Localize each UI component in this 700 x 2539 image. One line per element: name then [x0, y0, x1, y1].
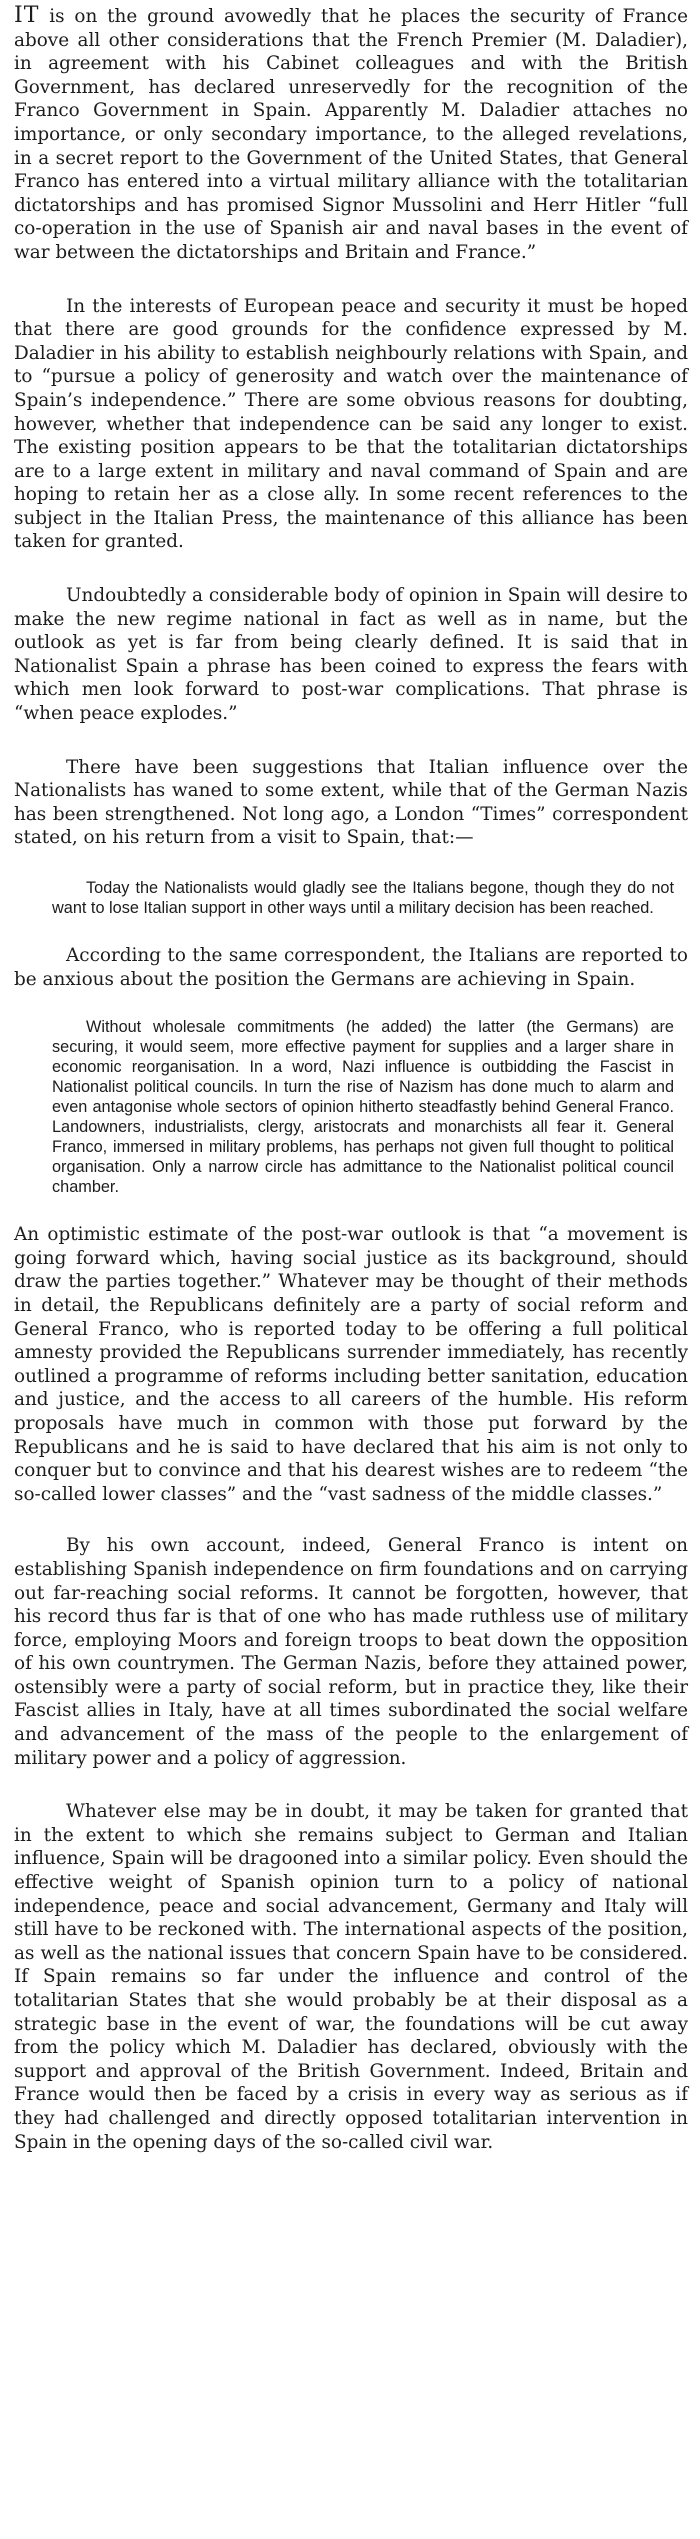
paragraph-1-text: is on the ground avowedly that he places the security of France above all other considerations that the French Premier (M. Daladier), in agreement with his Cabinet colleagues and with the British Government, has declared unreservedly for the recognition of the Franco Government in Spain. Apparently M. Daladier attaches no importance, or only secondary importance, to the alleged revelations, in a secret report to the Government of the United States, that General Franco has entered into a virtual military alliance with the totalitarian dictatorships and has promised Signor Mussolini and Herr Hitler “full co-operation in the use of Spanish air and naval bases in the event of war between the dictatorships and Britain and France.”: [14, 6, 688, 263]
block-quote-2-text: Without wholesale commitments (he added) the latter (the Germans) are securing, it would seem, more effective payment for supplies and a larger share in economic reorganisation. In a word, Nazi influence is outbidding the Fascist in Nationalist political councils. In turn the rise of Nazism has done much to alarm and even antagonise whole sectors of opinion hitherto steadfastly behind General Franco. Landowners, industrialists, clergy, aristocrats and monarchists all fear it. General Franco, immersed in military problems, has perhaps not given full thought to political organisation. Only a narrow circle has admittance to the Nationalist political council chamber.: [52, 1018, 674, 1197]
block-quote-2: [14, 1017, 688, 1197]
article-paragraph-3: Undoubtedly a considerable body of opinion in Spain will desire to make the new regime national in fact as well as in name, but the outlook as yet is far from being clearly defined. It is said that in Nationalist Spain a phrase has been coined to express the fears with which men look forward to post-war complications. That phrase is “when peace explodes.”: [14, 585, 688, 725]
drop-cap: IT: [14, 3, 40, 28]
block-quote-1: [14, 878, 688, 918]
article-paragraph-5: According to the same correspondent, the Italians are reported to be anxious about the position the Germans are achieving in Spain.: [14, 945, 688, 990]
article-paragraph-4: There have been suggestions that Italian influence over the Nationalists has waned to some extent, while that of the German Nazis has been strengthened. Not long ago, a London “Times” correspondent stated, on his return from a visit to Spain, that:—: [14, 756, 688, 849]
block-quote-1-text: Today the Nationalists would gladly see the Italians begone, though they do not want to lose Italian support in other ways until a military decision has been reached.: [52, 879, 674, 917]
article-paragraph-7: By his own account, indeed, General Franco is intent on establishing Spanish independence on firm foundations and on carrying out far-reaching social reforms. It cannot be forgotten, however, that his record thus far is that of one who has made ruthless use of military force, employing Moors and foreign troops to beat down the opposition of his own countrymen. The German Nazis, before they attained power, ostensibly were a party of social reform, but in practice they, like their Fascist allies in Italy, have at all times subordinated the social welfare and advancement of the mass of the people to the enlargement of military power and a policy of aggression.: [14, 1535, 688, 1769]
article-paragraph-1: [14, 4, 688, 265]
article-paragraph-8: Whatever else may be in doubt, it may be taken for granted that in the extent to which she remains subject to German and Italian influence, Spain will be dragooned into a similar policy. Even should the effective weight of Spanish opinion turn to a policy of national independence, peace and social advancement, Germany and Italy will still have to be reckoned with. The international aspects of the position, as well as the national issues that concern Spain have to be considered. If Spain remains so far under the influence and control of the totalitarian States that she would probably be at their disposal as a strategic base in the event of war, the foundations will be cut away from the policy which M. Daladier has declared, obviously with the support and approval of the British Government. Indeed, Britain and France would then be faced by a crisis in every way as serious as if they had challenged and directly opposed totalitarian intervention in Spain in the opening days of the so-called civil war.: [14, 1801, 688, 2153]
article-paragraph-2: In the interests of European peace and security it must be hoped that there are good grounds for the confidence expressed by M. Daladier in his ability to establish neighbourly relations with Spain, and to “pursue a policy of generosity and watch over the maintenance of Spain’s independence.” There are some obvious reasons for doubting, however, whether that independence can be said any longer to exist. The existing position appears to be that the totalitarian dictatorships are to a large extent in military and naval command of Spain and are hoping to retain her as a close ally. In some recent references to the subject in the Italian Press, the maintenance of this alliance has been taken for granted.: [14, 295, 688, 553]
article-paragraph-6: An optimistic estimate of the post-war outlook is that “a movement is going forward which, having social justice as its background, should draw the parties together.” Whatever may be thought of their methods in detail, the Republicans definitely are a party of social reform and General Franco, who is reported today to be offering a full political amnesty provided the Republicans surrender immediately, has recently outlined a programme of reforms including better sanitation, education and justice, and the access to all careers of the humble. His reform proposals have much in common with those put forward by the Republicans and he is said to have declared that his aim is not only to conquer but to convince and that his dearest wishes are to redeem “the so-called lower classes” and the “vast sadness of the middle classes.”: [14, 1224, 688, 1505]
